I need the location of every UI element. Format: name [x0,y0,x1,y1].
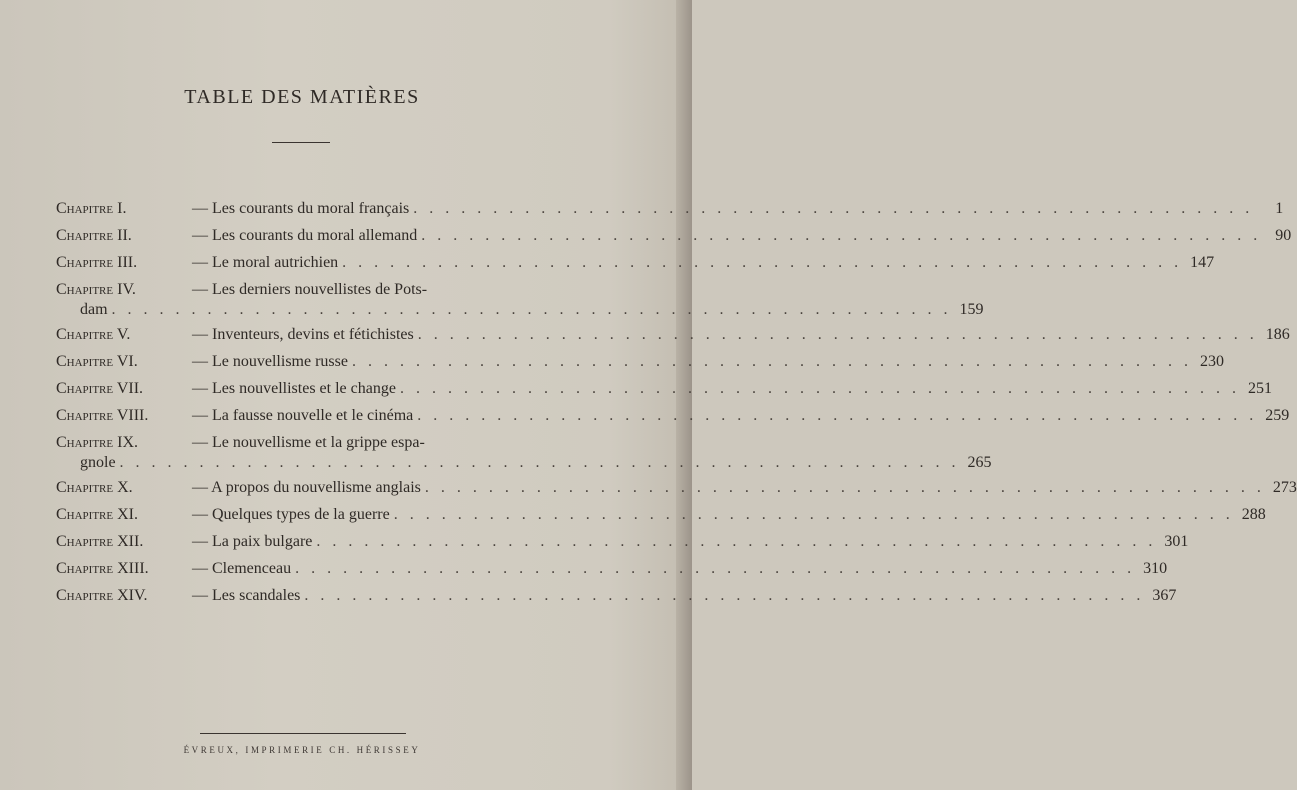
page-number: 159 [959,301,984,318]
chapter-label: Chapitre XIV. [56,587,148,604]
page-number: 367 [1152,587,1177,604]
chapter-title: — Les nouvellistes et le change [192,380,396,397]
page-number: 259 [1265,407,1290,424]
toc-entry-13 [56,558,1168,585]
toc-entry-8 [56,405,1290,432]
dot-leader: . . . . . . . . . . . . . . . . . . . . . . . . . . . . . . . . . . . . . . . . . . . . . . . . . . . . . [413,200,1254,217]
dot-leader: . . . . . . . . . . . . . . . . . . . . . . . . . . . . . . . . . . . . . . . . . . . . . . . . . . . . . [424,479,1265,496]
page-number: 90 [1275,227,1292,244]
page-number: 288 [1241,506,1266,523]
toc-entry-1 [56,198,1284,225]
page-number: 273 [1272,479,1297,496]
page-number: 147 [1190,254,1215,271]
chapter-label: Chapitre I. [56,200,127,217]
chapter-title: — Les courants du moral allemand [192,227,418,244]
toc-entry-2 [56,225,1292,252]
chapter-title: — La paix bulgare [192,533,313,550]
chapter-label: Chapitre VIII. [56,407,149,424]
page-number: 265 [967,454,992,471]
dot-leader: . . . . . . . . . . . . . . . . . . . . . . . . . . . . . . . . . . . . . . . . . . . . . . . . . . . . . [304,587,1145,604]
dot-leader: . . . . . . . . . . . . . . . . . . . . . . . . . . . . . . . . . . . . . . . . . . . . . . . . . . . . . [111,301,952,318]
page-title: TABLE DES MATIÈRES [184,86,420,108]
toc-entry-5 [56,324,1290,351]
toc-entry-11 [56,504,1266,531]
page-number: 186 [1265,326,1290,343]
chapter-title-continued: dam [80,301,108,318]
footer-rule [200,733,406,734]
toc-entry-6 [56,351,1224,378]
chapter-title-continued: gnole [80,454,116,471]
chapter-title: — Le moral autrichien [192,254,339,271]
chapter-title: — A propos du nouvellisme anglais [192,479,421,496]
toc-entry-7 [56,378,1272,405]
dot-leader: . . . . . . . . . . . . . . . . . . . . . . . . . . . . . . . . . . . . . . . . . . . . . . . . . . . . . [417,407,1258,424]
dot-leader: . . . . . . . . . . . . . . . . . . . . . . . . . . . . . . . . . . . . . . . . . . . . . . . . . . . . . [421,227,1262,244]
chapter-label: Chapitre X. [56,479,133,496]
chapter-label: Chapitre XI. [56,506,138,523]
dot-leader: . . . . . . . . . . . . . . . . . . . . . . . . . . . . . . . . . . . . . . . . . . . . . . . . . . . . . [342,254,1183,271]
chapter-title: — Les scandales [192,587,301,604]
chapter-title: — Quelques types de la guerre [192,506,390,523]
dot-leader: . . . . . . . . . . . . . . . . . . . . . . . . . . . . . . . . . . . . . . . . . . . . . . . . . . . . . [295,560,1136,577]
toc-entry-12 [56,531,1189,558]
page-number: 1 [1275,200,1284,217]
toc-entry-9 [56,432,992,477]
dot-leader: . . . . . . . . . . . . . . . . . . . . . . . . . . . . . . . . . . . . . . . . . . . . . . . . . . . . . [316,533,1157,550]
chapter-title: — Les courants du moral français [192,200,410,217]
chapter-title: — Le nouvellisme russe [192,353,348,370]
page-number: 310 [1143,560,1168,577]
chapter-label: Chapitre II. [56,227,132,244]
chapter-label: Chapitre VI. [56,353,138,370]
page-number: 251 [1247,380,1272,397]
dot-leader: . . . . . . . . . . . . . . . . . . . . . . . . . . . . . . . . . . . . . . . . . . . . . . . . . . . . . [417,326,1258,343]
page-number: 230 [1199,353,1224,370]
toc-entry-10 [56,477,1297,504]
printer-imprint: ÉVREUX, IMPRIMERIE CH. HÉRISSEY [183,745,421,755]
chapter-label: Chapitre V. [56,326,131,343]
chapter-label: Chapitre IV. [56,281,136,298]
chapter-title: — Les derniers nouvellistes de Pots- [192,281,428,298]
chapter-label: Chapitre XIII. [56,560,149,577]
chapter-label: Chapitre IX. [56,434,138,451]
toc-entry-4 [56,279,984,324]
title-rule [272,142,330,143]
dot-leader: . . . . . . . . . . . . . . . . . . . . . . . . . . . . . . . . . . . . . . . . . . . . . . . . . . . . . [351,353,1192,370]
dot-leader: . . . . . . . . . . . . . . . . . . . . . . . . . . . . . . . . . . . . . . . . . . . . . . . . . . . . . [393,506,1234,523]
chapter-title: — Clemenceau [192,560,292,577]
toc-entry-3 [56,252,1215,279]
chapter-title: — La fausse nouvelle et le cinéma [192,407,414,424]
chapter-label: Chapitre III. [56,254,138,271]
chapter-label: Chapitre XII. [56,533,144,550]
table-of-contents [56,198,1297,612]
page-number: 301 [1164,533,1189,550]
chapter-title: — Inventeurs, devins et fétichistes [192,326,414,343]
chapter-title: — Le nouvellisme et la grippe espa- [192,434,425,451]
dot-leader: . . . . . . . . . . . . . . . . . . . . . . . . . . . . . . . . . . . . . . . . . . . . . . . . . . . . . [119,454,960,471]
toc-entry-14 [56,585,1177,612]
chapter-label: Chapitre VII. [56,380,144,397]
dot-leader: . . . . . . . . . . . . . . . . . . . . . . . . . . . . . . . . . . . . . . . . . . . . . . . . . . . . . [399,380,1240,397]
